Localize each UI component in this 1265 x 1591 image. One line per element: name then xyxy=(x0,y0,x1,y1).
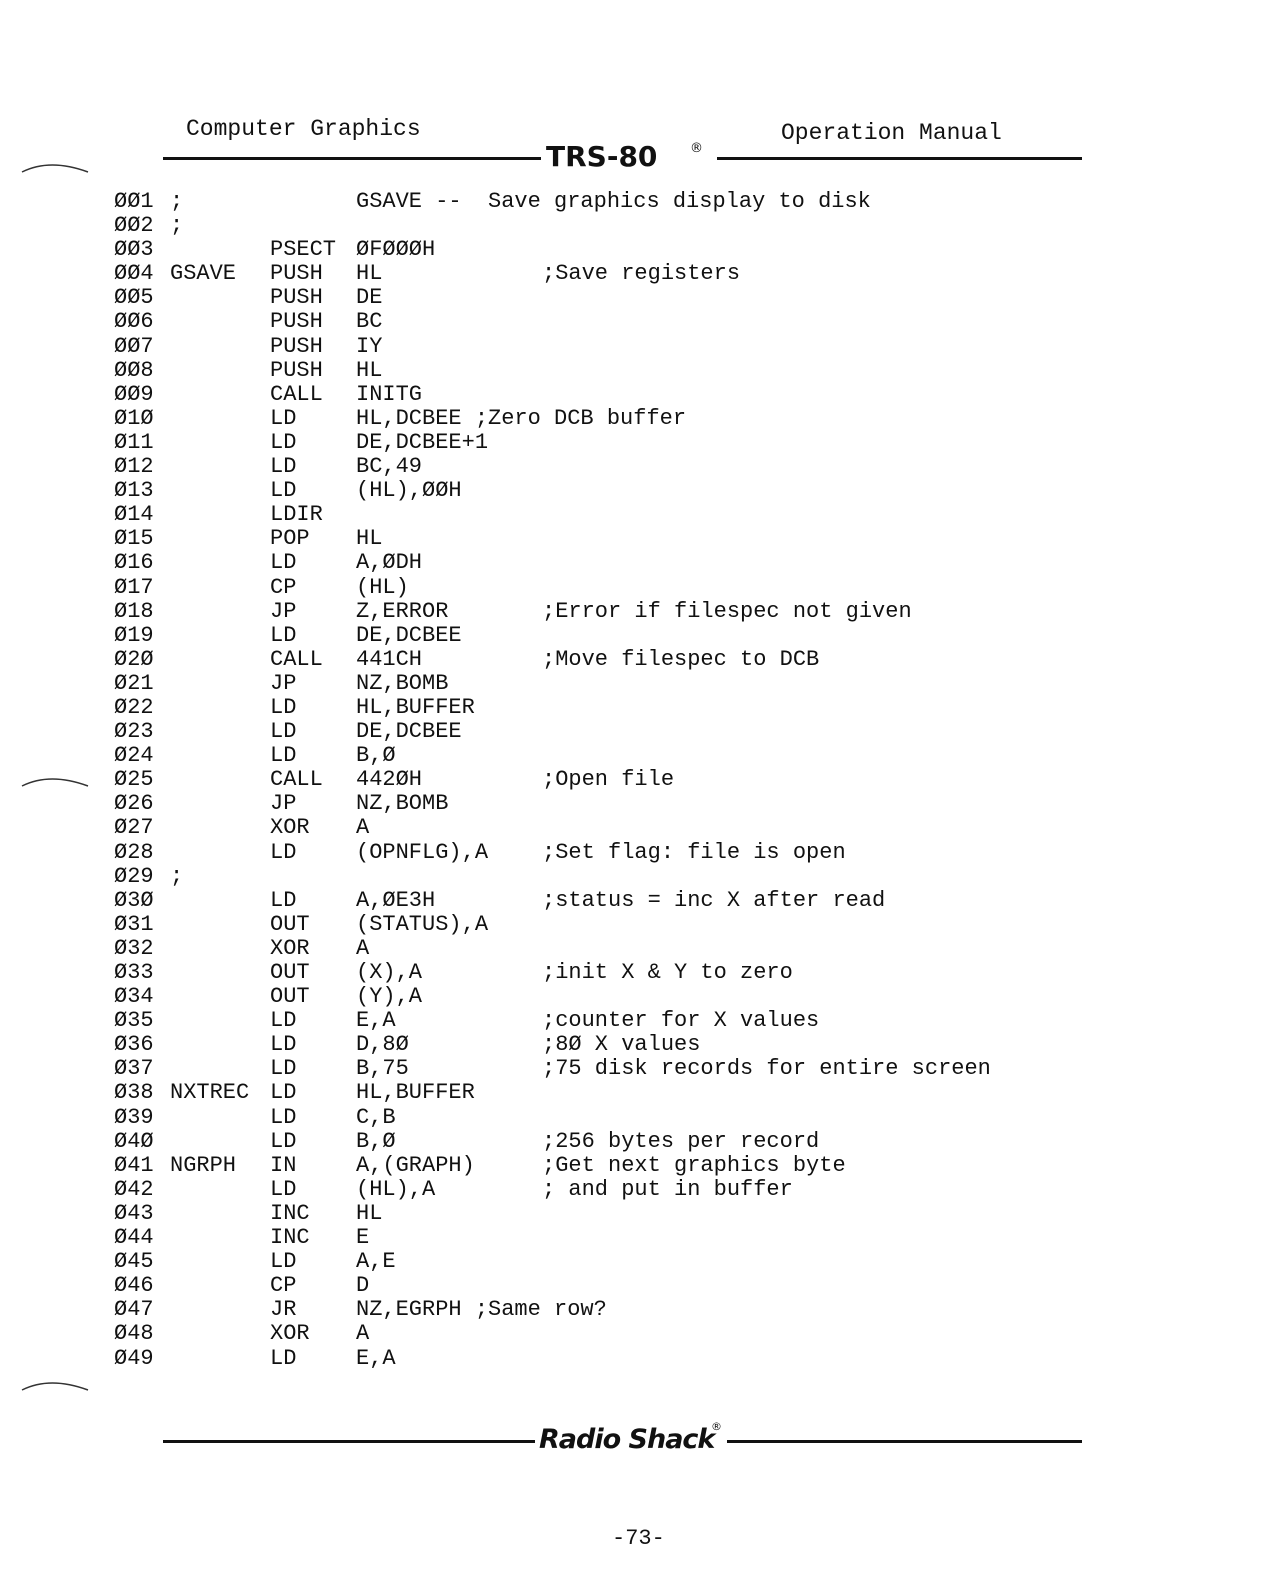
line-comment: ;status = inc X after read xyxy=(542,887,886,913)
line-operand: A,ØDH xyxy=(356,550,423,576)
line-operand: 442ØH xyxy=(356,767,423,793)
binder-mark-icon xyxy=(20,160,90,174)
line-number: Ø33 xyxy=(114,960,154,985)
line-comment: ;75 disk records for entire screen xyxy=(542,1056,991,1082)
line-operand: D xyxy=(356,1273,370,1299)
line-operand: (HL),A xyxy=(356,1176,436,1202)
line-operand: DE xyxy=(356,285,383,311)
radio-shack-logo: Radio Shack xyxy=(539,1424,715,1455)
line-number: Ø12 xyxy=(114,454,154,480)
line-opcode: PUSH xyxy=(270,309,323,335)
line-comment: ;init X & Y to zero xyxy=(542,960,793,985)
line-opcode: JP xyxy=(270,791,297,817)
line-opcode: OUT xyxy=(270,960,310,985)
line-opcode: LD xyxy=(270,1176,297,1202)
line-opcode: OUT xyxy=(270,911,310,937)
line-opcode: INC xyxy=(270,1200,310,1226)
line-comment: ;Set flag: file is open xyxy=(542,839,846,865)
line-operand: A xyxy=(356,1321,370,1347)
line-operand: DE,DCBEE xyxy=(356,622,462,648)
line-number: Ø22 xyxy=(114,694,154,720)
line-opcode: CALL xyxy=(270,646,323,672)
footer-rule-right xyxy=(727,1440,1082,1443)
line-operand: HL xyxy=(356,357,383,383)
line-number: ØØ4 xyxy=(114,261,154,287)
line-opcode: LD xyxy=(270,694,297,720)
header-left-title: Computer Graphics xyxy=(186,116,421,142)
line-opcode: LD xyxy=(270,1249,297,1275)
line-number: Ø2Ø xyxy=(114,646,154,672)
line-opcode: XOR xyxy=(270,815,310,841)
line-opcode: LD xyxy=(270,550,297,576)
line-number: Ø1Ø xyxy=(114,405,154,431)
line-number: ØØ6 xyxy=(114,309,154,335)
line-operand: HL,DCBEE ;Zero DCB buffer xyxy=(356,405,687,431)
line-number: Ø4Ø xyxy=(114,1128,154,1154)
line-operand: NZ,EGRPH ;Same row? xyxy=(356,1297,607,1323)
line-opcode: CALL xyxy=(270,767,323,793)
line-opcode: CALL xyxy=(270,381,323,407)
line-number: Ø45 xyxy=(114,1249,154,1275)
line-number: Ø23 xyxy=(114,719,154,745)
line-operand: 441CH xyxy=(356,646,423,672)
line-number: Ø21 xyxy=(114,670,154,696)
line-number: Ø48 xyxy=(114,1321,154,1347)
line-number: Ø46 xyxy=(114,1273,154,1299)
line-number: Ø18 xyxy=(114,598,154,624)
trs80-logo: TRS-80 xyxy=(546,140,658,173)
line-opcode: LD xyxy=(270,839,297,865)
line-number: ØØ1 xyxy=(114,189,154,214)
line-operand: A,(GRAPH) xyxy=(356,1152,475,1178)
line-number: ØØ5 xyxy=(114,285,154,311)
line-operand: IY xyxy=(356,333,383,359)
line-comment: ;Open file xyxy=(542,767,675,793)
header-rule-left xyxy=(163,157,541,160)
header-rule-right xyxy=(717,157,1082,160)
line-operand: BC,49 xyxy=(356,454,423,480)
line-number: Ø13 xyxy=(114,478,154,504)
line-comment: ;Get next graphics byte xyxy=(542,1152,846,1178)
line-opcode: LD xyxy=(270,1080,297,1106)
line-opcode: LD xyxy=(270,743,297,769)
line-operand: A xyxy=(356,815,370,841)
line-comment: ;Save registers xyxy=(542,261,741,287)
header-right-title: Operation Manual xyxy=(781,120,1002,146)
line-operand: NZ,BOMB xyxy=(356,670,449,696)
line-opcode: OUT xyxy=(270,984,310,1010)
line-opcode: POP xyxy=(270,526,310,552)
line-number: Ø32 xyxy=(114,935,154,961)
line-comment: ;256 bytes per record xyxy=(542,1128,820,1154)
line-opcode: LD xyxy=(270,1008,297,1034)
line-label: ; xyxy=(170,863,184,889)
line-opcode: LD xyxy=(270,1128,297,1154)
binder-mark-icon xyxy=(20,1378,90,1392)
line-opcode: CP xyxy=(270,574,297,600)
line-number: Ø34 xyxy=(114,984,154,1010)
line-number: ØØ9 xyxy=(114,381,154,407)
line-opcode: PUSH xyxy=(270,357,323,383)
line-operand: GSAVE -- Save graphics display to disk xyxy=(356,189,871,214)
line-opcode: LD xyxy=(270,1345,297,1371)
line-number: Ø29 xyxy=(114,863,154,889)
line-opcode: PSECT xyxy=(270,237,337,263)
line-number: Ø14 xyxy=(114,502,154,528)
line-number: Ø17 xyxy=(114,574,154,600)
line-operand: A,E xyxy=(356,1249,396,1275)
line-operand: NZ,BOMB xyxy=(356,791,449,817)
line-number: Ø26 xyxy=(114,791,154,817)
line-operand: B,Ø xyxy=(356,1128,396,1154)
line-operand: HL xyxy=(356,1200,383,1226)
line-opcode: LD xyxy=(270,405,297,431)
line-operand: ØFØØØH xyxy=(356,237,436,263)
line-number: Ø25 xyxy=(114,767,154,793)
line-opcode: LD xyxy=(270,622,297,648)
line-opcode: XOR xyxy=(270,1321,310,1347)
line-operand: A,ØE3H xyxy=(356,887,436,913)
line-opcode: LD xyxy=(270,719,297,745)
line-number: Ø43 xyxy=(114,1200,154,1226)
line-operand: A xyxy=(356,935,370,961)
binder-mark-icon xyxy=(20,774,90,788)
line-comment: ;Error if filespec not given xyxy=(542,598,912,624)
line-label: NGRPH xyxy=(170,1152,237,1178)
line-opcode: LD xyxy=(270,887,297,913)
line-operand: C,B xyxy=(356,1104,396,1130)
line-number: ØØ3 xyxy=(114,237,154,263)
line-comment: ; and put in buffer xyxy=(542,1176,793,1202)
line-operand: HL xyxy=(356,261,383,287)
line-number: Ø24 xyxy=(114,743,154,769)
line-comment: ;Move filespec to DCB xyxy=(542,646,820,672)
line-opcode: PUSH xyxy=(270,285,323,311)
line-opcode: PUSH xyxy=(270,333,323,359)
line-opcode: LDIR xyxy=(270,502,323,528)
line-number: Ø36 xyxy=(114,1032,154,1058)
line-operand: B,Ø xyxy=(356,743,396,769)
line-opcode: INC xyxy=(270,1225,310,1251)
line-operand: B,75 xyxy=(356,1056,409,1082)
line-opcode: LD xyxy=(270,1104,297,1130)
line-operand: E,A xyxy=(356,1008,396,1034)
line-operand: E xyxy=(356,1225,370,1251)
line-opcode: LD xyxy=(270,454,297,480)
line-operand: (Y),A xyxy=(356,984,423,1010)
line-opcode: JR xyxy=(270,1297,297,1323)
line-number: Ø44 xyxy=(114,1225,154,1251)
line-comment: ;8Ø X values xyxy=(542,1032,701,1058)
line-number: Ø11 xyxy=(114,429,154,455)
line-operand: (X),A xyxy=(356,960,423,985)
line-number: Ø35 xyxy=(114,1008,154,1034)
line-opcode: PUSH xyxy=(270,261,323,287)
line-number: Ø27 xyxy=(114,815,154,841)
line-operand: (HL) xyxy=(356,574,409,600)
line-number: Ø42 xyxy=(114,1176,154,1202)
line-opcode: XOR xyxy=(270,935,310,961)
line-opcode: CP xyxy=(270,1273,297,1299)
line-number: ØØ7 xyxy=(114,333,154,359)
line-operand: DE,DCBEE xyxy=(356,719,462,745)
line-operand: E,A xyxy=(356,1345,396,1371)
line-operand: Z,ERROR xyxy=(356,598,449,624)
footer-rule-left xyxy=(163,1440,535,1443)
line-operand: HL,BUFFER xyxy=(356,1080,475,1106)
line-number: Ø47 xyxy=(114,1297,154,1323)
line-number: Ø39 xyxy=(114,1104,154,1130)
line-operand: DE,DCBEE+1 xyxy=(356,429,489,455)
trs80-registered-mark: ® xyxy=(690,141,703,156)
line-number: Ø15 xyxy=(114,526,154,552)
line-comment: ;counter for X values xyxy=(542,1008,820,1034)
line-number: Ø41 xyxy=(114,1152,154,1178)
line-opcode: LD xyxy=(270,1032,297,1058)
line-number: Ø49 xyxy=(114,1345,154,1371)
line-operand: INITG xyxy=(356,381,423,407)
radio-shack-registered-mark: ® xyxy=(711,1420,722,1433)
line-label: ; xyxy=(170,189,184,214)
line-number: Ø38 xyxy=(114,1080,154,1106)
line-number: Ø16 xyxy=(114,550,154,576)
line-number: Ø37 xyxy=(114,1056,154,1082)
line-number: ØØ8 xyxy=(114,357,154,383)
line-operand: (HL),ØØH xyxy=(356,478,462,504)
line-operand: BC xyxy=(356,309,383,335)
line-label: NXTREC xyxy=(170,1080,250,1106)
line-number: Ø31 xyxy=(114,911,154,937)
line-opcode: LD xyxy=(270,429,297,455)
line-operand: (STATUS),A xyxy=(356,911,489,937)
line-number: Ø19 xyxy=(114,622,154,648)
line-number: Ø28 xyxy=(114,839,154,865)
line-operand: HL,BUFFER xyxy=(356,694,475,720)
line-label: ; xyxy=(170,213,184,239)
line-operand: HL xyxy=(356,526,383,552)
line-label: GSAVE xyxy=(170,261,237,287)
line-opcode: JP xyxy=(270,598,297,624)
line-number: Ø3Ø xyxy=(114,887,154,913)
page-number: -73- xyxy=(612,1526,665,1551)
line-operand: (OPNFLG),A xyxy=(356,839,489,865)
line-opcode: LD xyxy=(270,1056,297,1082)
line-opcode: JP xyxy=(270,670,297,696)
line-opcode: IN xyxy=(270,1152,297,1178)
line-opcode: LD xyxy=(270,478,297,504)
line-operand: D,8Ø xyxy=(356,1032,409,1058)
line-number: ØØ2 xyxy=(114,213,154,239)
